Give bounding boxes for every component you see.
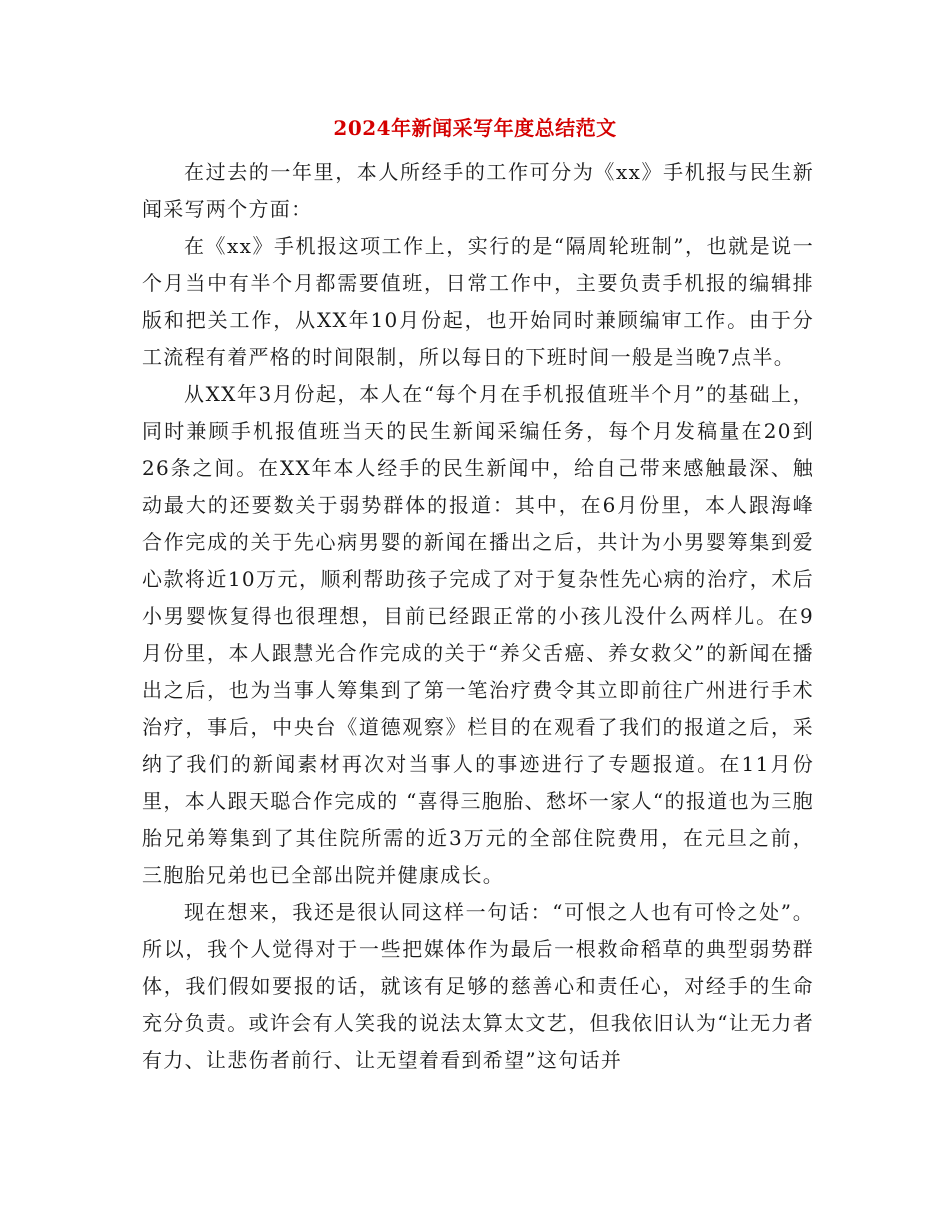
document-body bbox=[142, 154, 814, 1079]
document-title: 2024年新闻采写年度总结范文 bbox=[333, 116, 617, 140]
paragraph: 从XX年3月份起，本人在“每个月在手机报值班半个月”的基础上，同时兼顾手机报值班当天的民生新闻采编任务，每个月发稿量在20到26条之间。在XX年本人经手的民生新闻中，给自己带来感触最深、触动最大的还要数关于弱势群体的报道：其中，在6月份里，本人跟海峰合作完成的关于先心病男婴的新闻在播出之后，共计为小男婴筹集到爱心款将近10万元，顺利帮助孩子完成了对于复杂性先心病的治疗，术后小男婴恢复得也很理想，目前已经跟正常的小孩儿没什么两样儿。在9月份里，本人跟慧光合作完成的关于“养父舌癌、养女救父”的新闻在播出之后，也为当事人筹集到了第一笔治疗费令其立即前往广州进行手术治疗，事后，中央台《道德观察》栏目的在观看了我们的报道之后，采纳了我们的新闻素材再次对当事人的事迹进行了专题报道。在11月份里，本人跟天聪合作完成的 “喜得三胞胎、愁坏一家人“的报道也为三胞胎兄弟筹集到了其住院所需的近3万元的全部住院费用，在元旦之前，三胞胎兄弟也已全部出院并健康成长。 bbox=[142, 382, 814, 887]
paragraph: 在《xx》手机报这项工作上，实行的是“隔周轮班制”，也就是说一个月当中有半个月都需要值班，日常工作中，主要负责手机报的编辑排版和把关工作，从XX年10月份起，也开始同时兼顾编审工作。由于分工流程有着严格的时间限制，所以每日的下班时间一般是当晚7点半。 bbox=[142, 234, 814, 369]
paragraph: 现在想来，我还是很认同这样一句话：“可恨之人也有可怜之处”。所以，我个人觉得对于一些把媒体作为最后一根救命稻草的典型弱势群体，我们假如要报的话，就该有足够的慈善心和责任心，对经手的生命充分负责。或许会有人笑我的说法太算太文艺，但我依旧认为“让无力者有力、让悲伤者前行、让无望着看到希望”这句话并 bbox=[142, 900, 814, 1072]
paragraph: 在过去的一年里，本人所经手的工作可分为《xx》手机报与民生新闻采写两个方面： bbox=[142, 160, 814, 221]
